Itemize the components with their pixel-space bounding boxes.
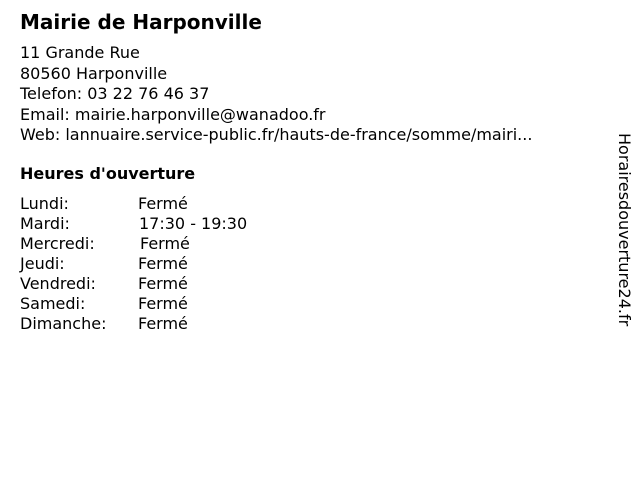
address-street: 11 Grande Rue bbox=[20, 43, 140, 62]
address-city: 80560 Harponville bbox=[20, 63, 168, 83]
web-line: Web: lannuaire.service-public.fr/hauts-de-france/somme/mairi... bbox=[20, 125, 533, 144]
hours-table bbox=[20, 194, 248, 334]
day-time: Fermé bbox=[138, 294, 188, 313]
day-label: Jeudi: bbox=[20, 254, 65, 273]
address-block bbox=[20, 43, 532, 146]
hours-row-sunday bbox=[20, 314, 188, 334]
day-label: Samedi: bbox=[20, 294, 86, 313]
day-label: Mercredi: bbox=[20, 234, 95, 253]
site-watermark: Horairesdouverture24.fr bbox=[615, 133, 634, 327]
day-time: Fermé bbox=[138, 254, 188, 273]
day-label: Dimanche: bbox=[20, 314, 107, 333]
hours-row-wednesday bbox=[20, 234, 190, 254]
day-time: Fermé bbox=[140, 234, 190, 253]
hours-row-monday bbox=[20, 194, 188, 214]
day-time: 17:30 - 19:30 bbox=[139, 214, 248, 233]
day-label: Lundi: bbox=[20, 194, 69, 213]
hours-row-friday bbox=[20, 274, 188, 294]
day-label: Vendredi: bbox=[20, 274, 96, 293]
email-line: Email: mairie.harponville@wanadoo.fr bbox=[20, 104, 326, 124]
hours-row-saturday bbox=[20, 294, 188, 314]
day-label: Mardi: bbox=[20, 214, 70, 233]
day-time: Fermé bbox=[138, 314, 188, 333]
phone-line: Telefon: 03 22 76 46 37 bbox=[20, 84, 210, 103]
hours-heading: Heures d'ouverture bbox=[20, 164, 196, 183]
hours-row-thursday bbox=[20, 254, 188, 274]
hours-row-tuesday bbox=[20, 214, 248, 234]
day-time: Fermé bbox=[138, 194, 188, 213]
day-time: Fermé bbox=[138, 274, 188, 293]
page-title: Mairie de Harponville bbox=[20, 10, 262, 34]
